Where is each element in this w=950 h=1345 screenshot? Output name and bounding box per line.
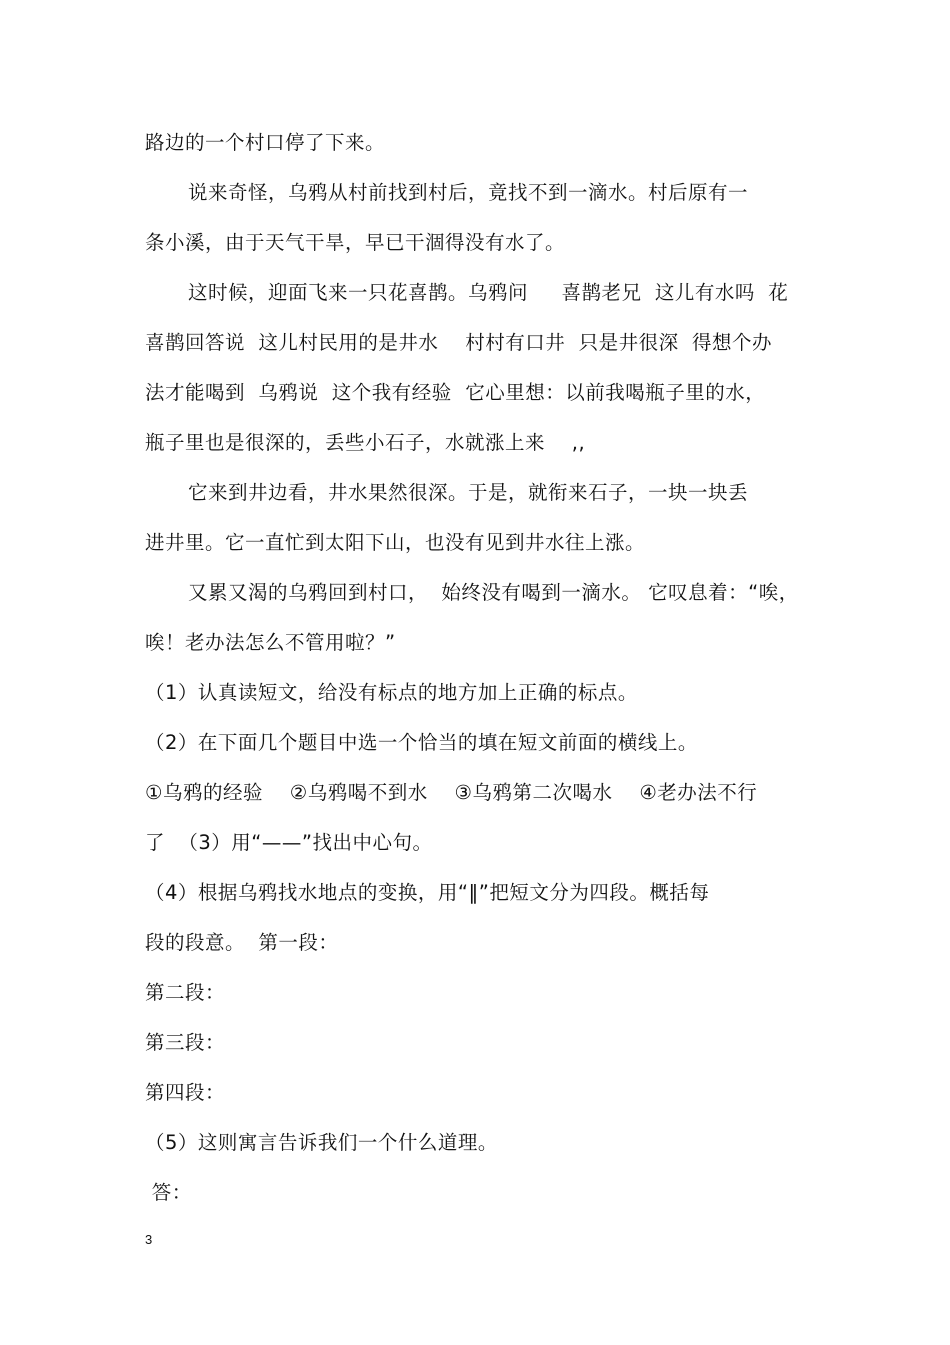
text-line: 它来到井边看，井水果然很深。于是，就衔来石子，一块一块丢 [188,481,749,504]
answer-line: 第二段： [145,981,226,1004]
answer-line: 第四段： [145,1081,226,1104]
text-line: 瓶子里也是很深的，丢些小石子，水就涨上来 ,, [145,431,586,454]
question-line: 了 （3）用“——”找出中心句。 [145,831,433,854]
question-line: （5）这则寓言告诉我们一个什么道理。 [145,1131,498,1154]
page-number: 3 [145,1232,153,1247]
options-line: ①乌鸦的经验 ②乌鸦喝不到水 ③乌鸦第二次喝水 ④老办法不行 [145,781,758,804]
answer-line: 答： [145,1181,192,1204]
answer-line: 段的段意。 第一段： [145,931,339,954]
question-line: （4）根据乌鸦找水地点的变换，用“‖”把短文分为四段。概括每 [145,881,710,904]
text-line: 喜鹊回答说 这儿村民用的是井水 村村有口井 只是井很深 得想个办 [145,331,772,354]
question-line: （1）认真读短文，给没有标点的地方加上正确的标点。 [145,681,638,704]
text-line: 进井里。它一直忙到太阳下山，也没有见到井水往上涨。 [145,531,646,554]
text-line: 法才能喝到 乌鸦说 这个我有经验 它心里想：以前我喝瓶子里的水， [145,381,766,404]
question-line: （2）在下面几个题目中选一个恰当的填在短文前面的横线上。 [145,731,698,754]
text-line: 说来奇怪，乌鸦从村前找到村后，竟找不到一滴水。村后原有一 [188,181,749,204]
text-line: 唉！老办法怎么不管用啦？” [145,631,396,654]
text-line: 这时候，迎面飞来一只花喜鹊。乌鸦问 喜鹊老兄 这儿有水吗 花 [188,281,789,304]
text-line: 条小溪，由于天气干旱，早已干涸得没有水了。 [145,231,566,254]
text-line: 又累又渴的乌鸦回到村口， 始终没有喝到一滴水。 它叹息着：“唉， [188,581,799,604]
text-line: 路边的一个村口停了下来。 [145,131,386,154]
answer-line: 第三段： [145,1031,226,1054]
